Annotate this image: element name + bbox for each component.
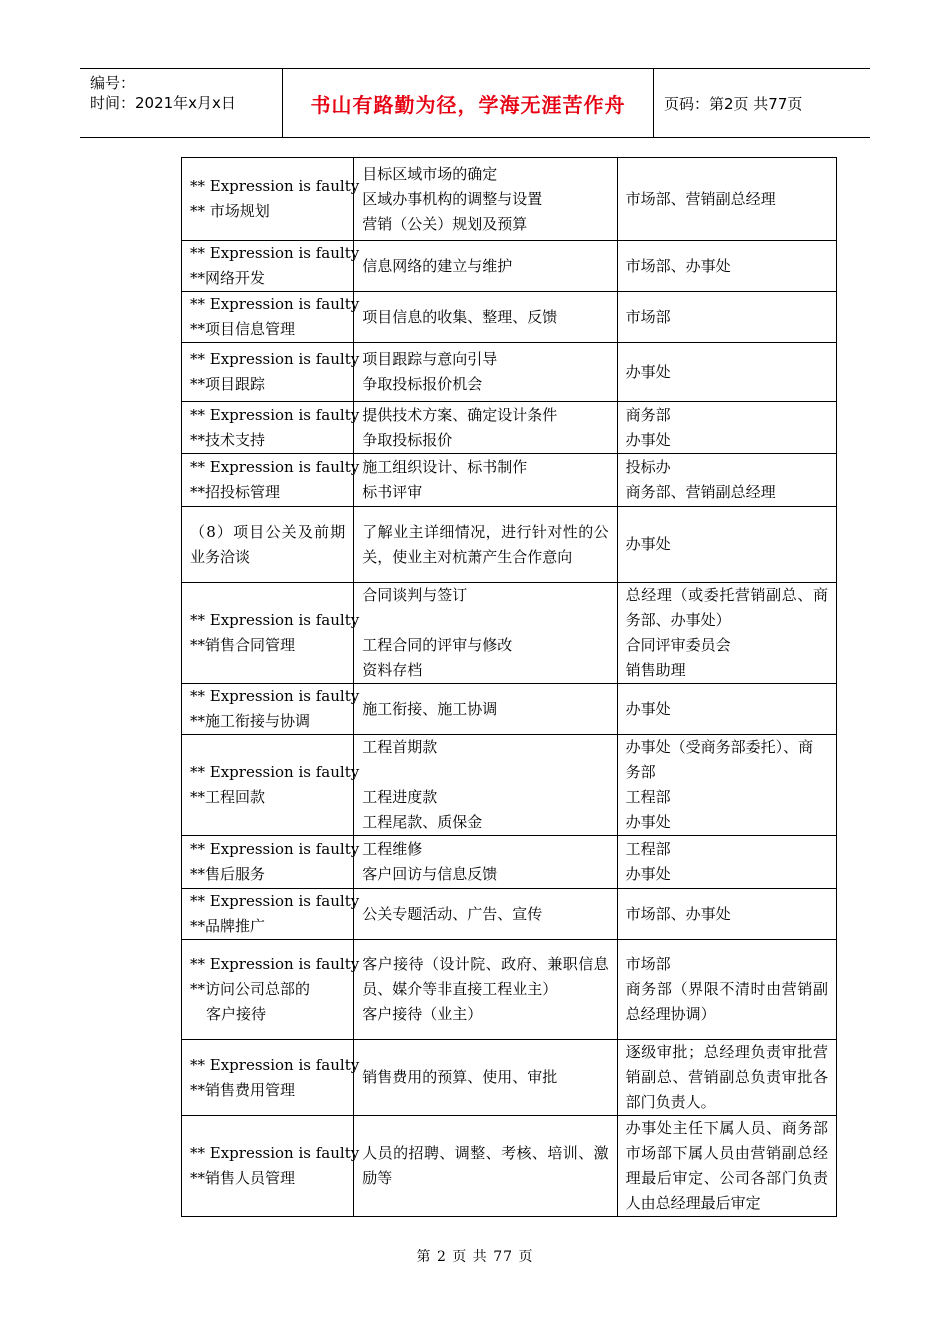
owner-cell: 办事处 [617, 507, 836, 583]
page-header [80, 68, 870, 138]
table-row [182, 241, 837, 292]
document-time-label: 时间：2021年x月x日 [90, 94, 236, 112]
task-cell: ** Expression is faulty **销售费用管理 [182, 1040, 354, 1116]
page-footer [0, 1246, 950, 1266]
task-cell: （8）项目公关及前期业务洽谈 [182, 507, 354, 583]
owner-cell: 商务部 办事处 [617, 402, 836, 454]
owner-cell: 市场部、营销副总经理 [617, 158, 836, 241]
table-row [182, 1040, 837, 1116]
owner-cell: 逐级审批；总经理负责审批营销副总、营销副总负责审批各部门负责人。 [617, 1040, 836, 1116]
content-cell: 了解业主详细情况，进行针对性的公关，使业主对杭萧产生合作意向 [354, 507, 617, 583]
task-cell: ** Expression is faulty **销售人员管理 [182, 1116, 354, 1217]
task-cell: ** Expression is faulty **网络开发 [182, 241, 354, 292]
content-cell: 客户接待（设计院、政府、兼职信息员、媒介等非直接工程业主） 客户接待（业主） [354, 940, 617, 1040]
content-cell: 工程首期款 工程进度款 工程尾款、质保金 [354, 735, 617, 836]
owner-cell: 总经理（或委托营销副总、商务部、办事处） 合同评审委员会 销售助理 [617, 583, 836, 684]
responsibility-table [181, 157, 837, 1217]
owner-cell: 办事处 [617, 343, 836, 402]
header-page-label: 页码：第2页 共77页 [664, 94, 803, 113]
task-cell: ** Expression is faulty **施工衔接与协调 [182, 684, 354, 735]
task-cell: ** Expression is faulty ** 市场规划 [182, 158, 354, 241]
owner-cell: 办事处（受商务部委托）、商务部 工程部 办事处 [617, 735, 836, 836]
content-cell: 信息网络的建立与维护 [354, 241, 617, 292]
table-row [182, 343, 837, 402]
content-cell: 项目信息的收集、整理、反馈 [354, 292, 617, 343]
task-cell: ** Expression is faulty **技术支持 [182, 402, 354, 454]
owner-cell: 工程部 办事处 [617, 836, 836, 889]
owner-cell: 市场部 商务部（界限不清时由营销副总经理协调） [617, 940, 836, 1040]
table-row [182, 454, 837, 507]
content-cell: 提供技术方案、确定设计条件 争取投标报价 [354, 402, 617, 454]
table-row [182, 507, 837, 583]
table-row [182, 889, 837, 940]
content-cell: 合同谈判与签订 工程合同的评审与修改 资料存档 [354, 583, 617, 684]
header-page-cell [654, 69, 870, 137]
content-cell: 施工衔接、施工协调 [354, 684, 617, 735]
owner-cell: 投标办 商务部、营销副总经理 [617, 454, 836, 507]
content-cell: 工程维修 客户回访与信息反馈 [354, 836, 617, 889]
owner-cell: 办事处 [617, 684, 836, 735]
task-cell: ** Expression is faulty **品牌推广 [182, 889, 354, 940]
table-row [182, 1116, 837, 1217]
header-motto-cell [282, 69, 654, 137]
content-cell: 目标区域市场的确定 区域办事机构的调整与设置 营销（公关）规划及预算 [354, 158, 617, 241]
task-cell: ** Expression is faulty **售后服务 [182, 836, 354, 889]
task-cell: ** Expression is faulty **工程回款 [182, 735, 354, 836]
table-row [182, 292, 837, 343]
table-row [182, 735, 837, 836]
content-cell: 公关专题活动、广告、宣传 [354, 889, 617, 940]
task-cell: ** Expression is faulty **项目跟踪 [182, 343, 354, 402]
content-cell: 施工组织设计、标书制作 标书评审 [354, 454, 617, 507]
table-row [182, 402, 837, 454]
task-cell: ** Expression is faulty **招投标管理 [182, 454, 354, 507]
task-cell: ** Expression is faulty **项目信息管理 [182, 292, 354, 343]
content-cell: 项目跟踪与意向引导 争取投标报价机会 [354, 343, 617, 402]
task-cell: ** Expression is faulty **销售合同管理 [182, 583, 354, 684]
owner-cell: 办事处主任下属人员、商务部市场部下属人员由营销副总经理最后审定、公司各部门负责人由总经理最后审定 [617, 1116, 836, 1217]
header-motto: 书山有路勤为径，学海无涯苦作舟 [310, 92, 626, 117]
owner-cell: 市场部、办事处 [617, 241, 836, 292]
header-meta [80, 69, 282, 137]
task-cell: ** Expression is faulty **访问公司总部的 客户接待 [182, 940, 354, 1040]
table-row [182, 158, 837, 241]
document-code-label: 编号： [90, 74, 136, 92]
owner-cell: 市场部、办事处 [617, 889, 836, 940]
footer-page-number: 第 2 页 共 77 页 [416, 1249, 534, 1265]
table-row [182, 940, 837, 1040]
table-row [182, 583, 837, 684]
content-cell: 人员的招聘、调整、考核、培训、激励等 [354, 1116, 617, 1217]
owner-cell: 市场部 [617, 292, 836, 343]
table-row [182, 836, 837, 889]
content-cell: 销售费用的预算、使用、审批 [354, 1040, 617, 1116]
table-row [182, 684, 837, 735]
